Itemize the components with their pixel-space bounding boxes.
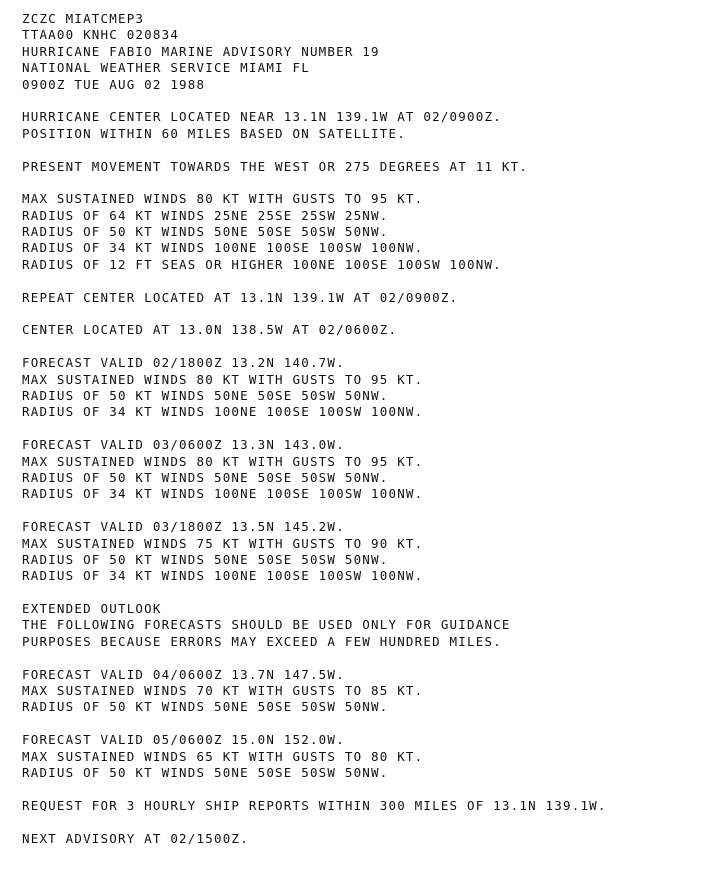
forecast-block-3	[22, 519, 702, 585]
forecast-block-4	[22, 667, 702, 716]
blank-line	[22, 421, 702, 437]
forecast-block-5	[22, 732, 702, 781]
advisory-title: HURRICANE FABIO MARINE ADVISORY NUMBER 19	[22, 43, 380, 59]
current-winds-block	[22, 191, 702, 273]
guidance-notice: THE FOLLOWING FORECASTS SHOULD BE USED ONLY FOR GUIDANCE	[22, 617, 511, 633]
position-block	[22, 109, 702, 142]
header-block	[22, 11, 702, 93]
guidance-notice-cont: PURPOSES BECAUSE ERRORS MAY EXCEED A FEW HUNDRED MILES.	[22, 633, 502, 649]
blank-line	[22, 175, 702, 191]
ship-report-request: REQUEST FOR 3 HOURLY SHIP REPORTS WITHIN 300 MILES OF 13.1N 139.1W.	[22, 797, 607, 813]
forecast-valid: FORECAST VALID 02/1800Z 13.2N 140.7W.	[22, 355, 345, 371]
radius-34kt: RADIUS OF 34 KT WINDS 100NE 100SE 100SW 100NW.	[22, 240, 424, 256]
blank-line	[22, 93, 702, 109]
forecast-block-2	[22, 437, 702, 503]
radius-50kt: RADIUS OF 50 KT WINDS 50NE 50SE 50SW 50NW.	[22, 224, 389, 240]
blank-line	[22, 306, 702, 322]
max-sustained-winds: MAX SUSTAINED WINDS 80 KT WITH GUSTS TO 95 KT.	[22, 191, 424, 207]
forecast-radius-34kt: RADIUS OF 34 KT WINDS 100NE 100SE 100SW 100NW.	[22, 486, 424, 502]
forecast-radius-50kt: RADIUS OF 50 KT WINDS 50NE 50SE 50SW 50NW.	[22, 764, 389, 780]
forecast-valid: FORECAST VALID 03/0600Z 13.3N 143.0W.	[22, 437, 345, 453]
next-advisory: NEXT ADVISORY AT 02/1500Z.	[22, 830, 249, 846]
forecast-valid: FORECAST VALID 03/1800Z 13.5N 145.2W.	[22, 519, 345, 535]
position-accuracy: POSITION WITHIN 60 MILES BASED ON SATELLITE.	[22, 125, 406, 141]
blank-line	[22, 650, 702, 666]
transmission-code: ZCZC MIATCMEP3	[22, 11, 145, 26]
blank-line	[22, 339, 702, 355]
forecast-max-winds: MAX SUSTAINED WINDS 65 KT WITH GUSTS TO 80 KT.	[22, 748, 424, 764]
blank-line	[22, 503, 702, 519]
repeat-center: REPEAT CENTER LOCATED AT 13.1N 139.1W AT 02/0900Z.	[22, 289, 459, 305]
forecast-valid: FORECAST VALID 05/0600Z 15.0N 152.0W.	[22, 732, 345, 748]
extended-outlook-block	[22, 601, 702, 650]
forecast-radius-50kt: RADIUS OF 50 KT WINDS 50NE 50SE 50SW 50NW.	[22, 699, 389, 715]
marine-advisory-bulletin	[22, 11, 702, 847]
prior-center: CENTER LOCATED AT 13.0N 138.5W AT 02/0600Z.	[22, 322, 398, 338]
blank-line	[22, 585, 702, 601]
forecast-max-winds: MAX SUSTAINED WINDS 70 KT WITH GUSTS TO 85 KT.	[22, 683, 424, 699]
present-movement: PRESENT MOVEMENT TOWARDS THE WEST OR 275 DEGREES AT 11 KT.	[22, 158, 529, 174]
issuing-office: NATIONAL WEATHER SERVICE MIAMI FL	[22, 60, 310, 76]
forecast-max-winds: MAX SUSTAINED WINDS 75 KT WITH GUSTS TO 90 KT.	[22, 535, 424, 551]
forecast-max-winds: MAX SUSTAINED WINDS 80 KT WITH GUSTS TO 95 KT.	[22, 371, 424, 387]
routing-code: TTAA00 KNHC 020834	[22, 27, 180, 43]
forecast-radius-34kt: RADIUS OF 34 KT WINDS 100NE 100SE 100SW 100NW.	[22, 568, 424, 584]
forecast-valid: FORECAST VALID 04/0600Z 13.7N 147.5W.	[22, 666, 345, 682]
radius-64kt: RADIUS OF 64 KT WINDS 25NE 25SE 25SW 25NW.	[22, 207, 389, 223]
radius-12ft-seas: RADIUS OF 12 FT SEAS OR HIGHER 100NE 100SE 100SW 100NW.	[22, 256, 502, 272]
blank-line	[22, 142, 702, 158]
forecast-radius-34kt: RADIUS OF 34 KT WINDS 100NE 100SE 100SW 100NW.	[22, 404, 424, 420]
extended-outlook-heading: EXTENDED OUTLOOK	[22, 601, 162, 617]
forecast-block-1	[22, 355, 702, 421]
forecast-radius-50kt: RADIUS OF 50 KT WINDS 50NE 50SE 50SW 50NW.	[22, 551, 389, 567]
center-location: HURRICANE CENTER LOCATED NEAR 13.1N 139.1W AT 02/0900Z.	[22, 109, 502, 125]
forecast-radius-50kt: RADIUS OF 50 KT WINDS 50NE 50SE 50SW 50NW.	[22, 469, 389, 485]
blank-line	[22, 273, 702, 289]
blank-line	[22, 814, 702, 830]
forecast-radius-50kt: RADIUS OF 50 KT WINDS 50NE 50SE 50SW 50NW.	[22, 387, 389, 403]
issue-time: 0900Z TUE AUG 02 1988	[22, 76, 206, 92]
forecast-max-winds: MAX SUSTAINED WINDS 80 KT WITH GUSTS TO 95 KT.	[22, 453, 424, 469]
blank-line	[22, 716, 702, 732]
blank-line	[22, 781, 702, 797]
